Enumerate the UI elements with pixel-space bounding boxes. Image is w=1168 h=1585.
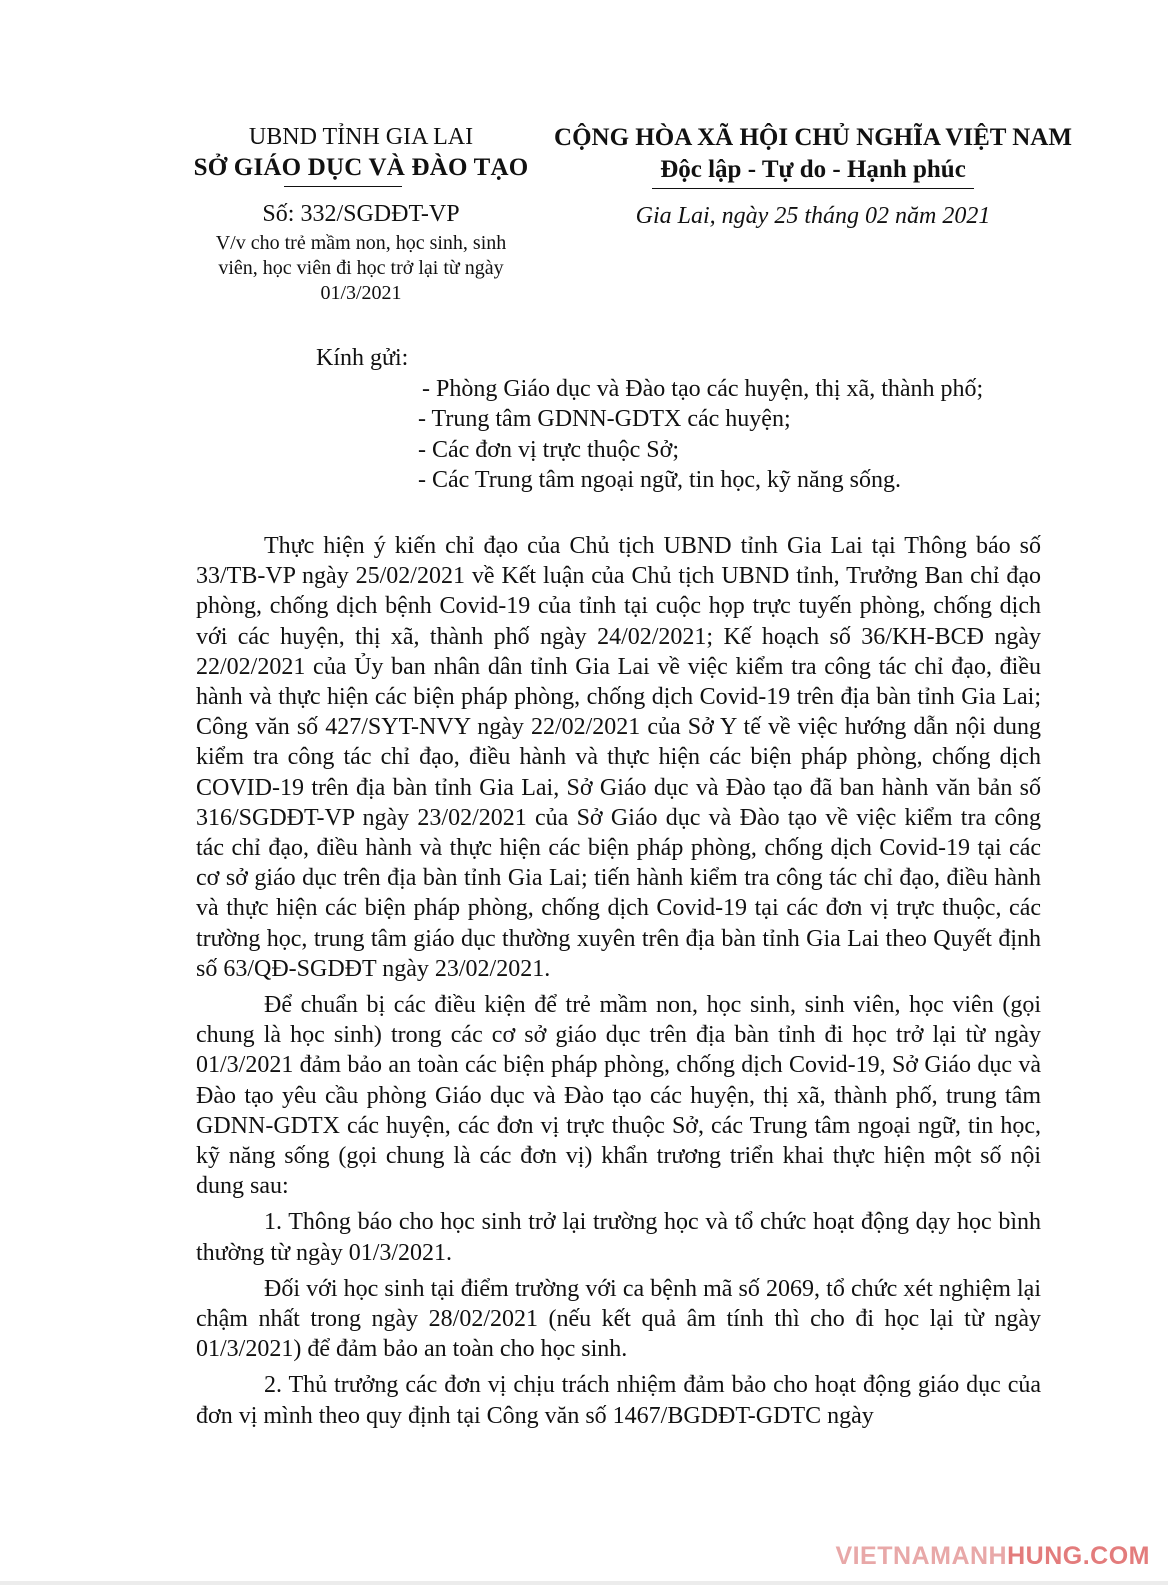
body-paragraph: Thực hiện ý kiến chỉ đạo của Chủ tịch UBND tỉnh Gia Lai tại Thông báo số 33/TB-VP ngày 25/02/2021 về Kết luận của Chủ tịch UBND tỉnh, Trưởng Ban chỉ đạo phòng, chống dịch bệnh Covid-19 của tỉnh tại cuộc họp trực tuyến phòng, chống dịch với các huyện, thị xã, thành phố ngày 24/02/2021; Kế hoạch số 36/KH-BCĐ ngày 22/02/2021 của Ủy ban nhân dân tỉnh Gia Lai về việc kiểm tra công tác chỉ đạo, điều hành và thực hiện các biện pháp phòng, chống dịch Covid-19 trên địa bàn tỉnh Gia Lai; Công văn số 427/SYT-NVY ngày 22/02/2021 của Sở Y tế về việc hướng dẫn nội dung kiểm tra công tác chỉ đạo, điều hành và thực hiện các biện pháp phòng, chống dịch COVID-19 trên địa bàn tỉnh Gia Lai, Sở Giáo dục và Đào tạo đã ban hành văn bản số 316/SGDĐT-VP ngày 23/02/2021 của Sở Giáo dục và Đào tạo về việc kiểm tra công tác chỉ đạo, điều hành và thực hiện các biện pháp phòng, chống dịch Covid-19 tại các cơ sở giáo dục trên địa bàn tỉnh Gia Lai; tiến hành kiểm tra công tác chỉ đạo, điều hành và thực hiện các biện pháp phòng, chống dịch Covid-19 tại các đơn vị trực thuộc, các trường học, trung tâm giáo dục thường xuyên trên địa bàn tỉnh Gia Lai theo Quyết định số 63/QĐ-SGDĐT ngày 23/02/2021. — [196, 533, 1041, 982]
watermark — [835, 1542, 1150, 1571]
recipient-item: - Các Trung tâm ngoại ngữ, tin học, kỹ năng sống. — [418, 467, 901, 493]
national-header — [548, 122, 1078, 231]
document-number: Số: 332/SGDĐT-VP — [262, 201, 460, 227]
national-title: CỘNG HÒA XÃ HỘI CHỦ NGHĨA VIỆT NAM — [554, 124, 1072, 151]
issuer-underline — [284, 186, 402, 187]
body-paragraph: 1. Thông báo cho học sinh trở lại trường học và tổ chức hoạt động dạy học bình thường từ ngày 01/3/2021. — [196, 1209, 1041, 1266]
recipients-block — [316, 343, 1056, 496]
body-paragraph: Đối với học sinh tại điểm trường với ca bệnh mã số 2069, tổ chức xét nghiệm lại chậm nhất trong ngày 28/02/2021 (nếu kết quả âm tính thì cho đi học lại từ ngày 01/3/2021) để đảm bảo an toàn cho học sinh. — [196, 1275, 1041, 1363]
document-body — [196, 531, 1041, 1437]
issuer-department: SỞ GIÁO DỤC VÀ ĐÀO TẠO — [193, 154, 529, 181]
watermark-part1: VIETNAMANH — [835, 1542, 1008, 1570]
motto-underline — [652, 188, 974, 189]
recipient-item: - Phòng Giáo dục và Đào tạo các huyện, thị xã, thành phố; — [422, 375, 984, 402]
recipient-item: - Trung tâm GDNN-GDTX các huyện; — [418, 406, 791, 432]
bottom-edge — [0, 1581, 1168, 1585]
document-subject: V/v cho trẻ mầm non, học sinh, sinh viên, học viên đi học trở lại từ ngày 01/3/2021 — [215, 232, 507, 304]
body-paragraph: Để chuẩn bị các điều kiện để trẻ mầm non, học sinh, sinh viên, học viên (gọi chung là học sinh) trong các cơ sở giáo dục trên địa bàn tỉnh đi học trở lại từ ngày 01/3/2021 đảm bảo an toàn các biện pháp phòng, chống dịch Covid-19, Sở Giáo dục và Đào tạo yêu cầu phòng Giáo dục và Đào tạo các huyện, thị xã, thành phố, trung tâm GDNN-GDTX các huyện, các đơn vị trực thuộc Sở, các Trung tâm ngoại ngữ, tin học, kỹ năng sống (gọi chung là các đơn vị) khẩn trương triển khai thực hiện một số nội dung sau: — [196, 992, 1041, 1200]
recipients-label: Kính gửi: — [316, 345, 409, 371]
issuer-block — [178, 122, 544, 306]
recipient-item: - Các đơn vị trực thuộc Sở; — [418, 436, 680, 463]
issuer-agency: UBND TỈNH GIA LAI — [248, 124, 474, 150]
document-date: Gia Lai, ngày 25 tháng 02 năm 2021 — [635, 203, 991, 229]
body-paragraph: 2. Thủ trưởng các đơn vị chịu trách nhiệm đảm bảo cho hoạt động giáo dục của đơn vị mình theo quy định tại Công văn số 1467/BGDĐT-GDTC ngày — [196, 1372, 1041, 1429]
watermark-part2: HUNG.COM — [1007, 1542, 1150, 1570]
national-motto: Độc lập - Tự do - Hạnh phúc — [660, 156, 966, 183]
